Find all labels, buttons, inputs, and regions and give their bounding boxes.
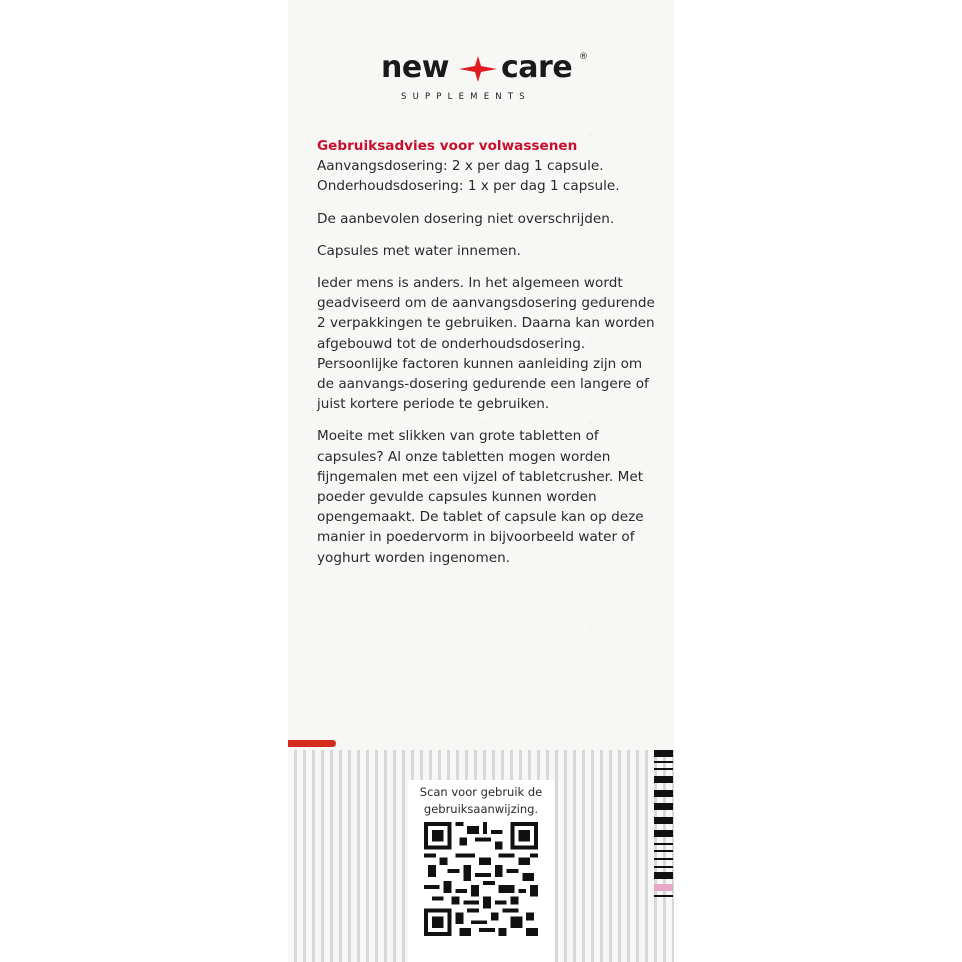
qr-caption-line2: gebruiksaanwijzing. [423, 802, 539, 816]
registered-mark: ® [579, 52, 588, 62]
dosage-block [317, 156, 657, 196]
flag-red-stripe [288, 740, 336, 747]
dosage-start: Aanvangsdosering: 2 x per dag 1 capsule. [317, 158, 604, 175]
swallowing-paragraph: Moeite met slikken van grote tabletten of capsules? Al onze tabletten mogen worden fijngemalen met een vijzel of tabletcrusher. Met poeder gevulde capsules kunnen worden opengemaakt. De tablet of capsule kan op deze manier in poedervorm in bijvoorbeeld water of yoghurt worden ingenomen. [317, 428, 644, 566]
brand-word-care: care [501, 50, 573, 85]
qr-code[interactable] [424, 822, 538, 936]
dosage-maintenance: Onderhoudsdosering: 1 x per dag 1 capsule. [317, 178, 620, 195]
side-barcode [654, 750, 674, 910]
product-label-panel [288, 0, 674, 962]
star-icon [459, 56, 497, 82]
qr-caption-line1: Scan voor gebruik de [419, 785, 543, 799]
brand-tagline: SUPPLEMENTS [401, 92, 531, 102]
brand-logo [381, 50, 601, 110]
qr-card [408, 780, 554, 962]
qr-caption [408, 784, 554, 818]
advice-paragraph: Ieder mens is anders. In het algemeen wordt geadviseerd om de aanvangsdosering gedurende 2 verpakkingen te gebruiken. Daarna kan worden afgebouwd tot de onderhoudsdosering. Persoonlijke factoren kunnen aanleiding zijn om de aanvangs-dosering gedurende een langere of juist kortere periode te gebruiken. [317, 275, 655, 413]
intake-instruction: Capsules met water innemen. [317, 242, 521, 259]
usage-instructions [317, 136, 657, 580]
brand-word-new: new [381, 50, 449, 85]
dosage-warning: De aanbevolen dosering niet overschrijden. [317, 210, 615, 227]
usage-heading: Gebruiksadvies voor volwassenen [317, 138, 578, 154]
striped-footer [288, 750, 674, 962]
